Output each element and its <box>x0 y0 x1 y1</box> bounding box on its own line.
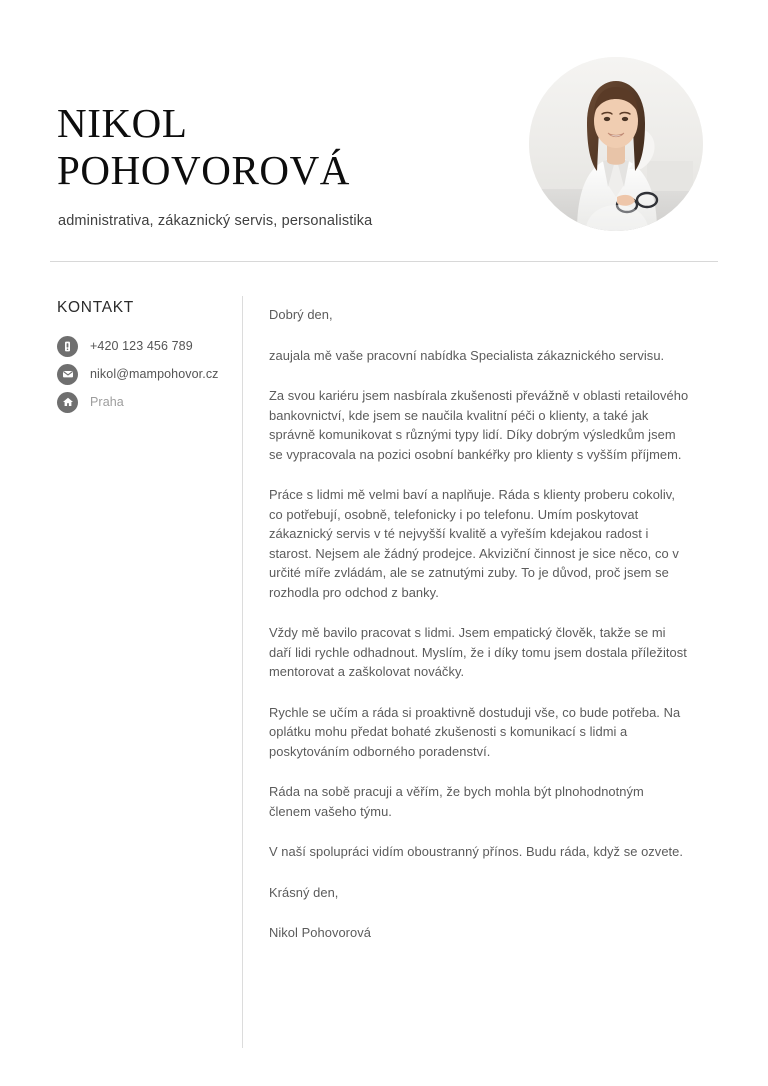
contact-item-location <box>57 388 232 416</box>
contact-item-email <box>57 360 232 388</box>
mobile-phone-icon <box>57 336 78 357</box>
letter-greeting: Dobrý den, <box>269 307 333 322</box>
page-title <box>57 100 497 194</box>
contact-sidebar <box>57 298 232 416</box>
phone-value: +420 123 456 789 <box>90 338 193 353</box>
letter-paragraph: Práce s lidmi mě velmi baví a naplňuje. Ráda s klienty proberu cokoliv, co potřebují, osobně, telefonicky i po telefonu. Umím poskytovat zákaznický servis v té nejvyšší kvalitě a vyřeším kdejakou radost i starost. Nejsem ale žádný prodejce. Akviziční činnost je sice něco, co v určité míře zvládám, ale se zatnutými zuby. To je důvod, proč jsem se rozhodla pro odchod z banky. <box>269 487 679 600</box>
letter-paragraph: Za svou kariéru jsem nasbírala zkušenosti převážně v oblasti retailového bankovnictví, kde jsem se naučila kvalitní péči o klienty, a také jak správně komunikovat s různými typy lidí. Díky dobrým výsledkům jsem se vypracovala na pozici osobní bankéřky pro klienty s vyšším příjmem. <box>269 388 689 462</box>
email-value: nikol@mampohovor.cz <box>90 366 219 381</box>
last-name: POHOVOROVÁ <box>57 147 351 193</box>
cover-letter-body <box>269 305 689 943</box>
first-name: NIKOL <box>57 100 188 146</box>
letter-paragraph: Rychle se učím a ráda si proaktivně dostuduji vše, co bude potřeba. Na oplátku mohu předat bohaté zkušenosti s komunikací s lidmi a poskytováním odborného poradenství. <box>269 704 681 759</box>
portrait-photo-icon <box>529 57 703 231</box>
location-value: Praha <box>90 394 124 409</box>
avatar <box>529 57 703 231</box>
letter-paragraph: Vždy mě bavilo pracovat s lidmi. Jsem empatický člověk, takže se mi daří lidi rychle odhadnout. Myslím, že i díky tomu jsem dostala příležitost mentorovat a zaškolovat nováčky. <box>269 625 687 679</box>
document-header <box>0 0 768 262</box>
contact-item-phone <box>57 332 232 360</box>
contact-heading: KONTAKT <box>57 299 134 316</box>
envelope-icon <box>57 364 78 385</box>
column-divider <box>242 296 243 1048</box>
letter-intro: zaujala mě vaše pracovní nabídka Specialista zákaznického servisu. <box>269 347 665 363</box>
header-divider <box>50 261 718 262</box>
letter-closing-statement: V naší spolupráci vidím oboustranný přínos. Budu ráda, když se ozvete. <box>269 844 684 859</box>
letter-signoff: Krásný den, <box>269 884 339 900</box>
professional-subtitle: administrativa, zákaznický servis, personalistika <box>58 213 373 229</box>
letter-paragraph: Ráda na sobě pracuji a věřím, že bych mohla být plnohodnotným členem vašeho týmu. <box>269 784 644 819</box>
home-icon <box>57 392 78 413</box>
letter-signature: Nikol Pohovorová <box>269 925 371 940</box>
